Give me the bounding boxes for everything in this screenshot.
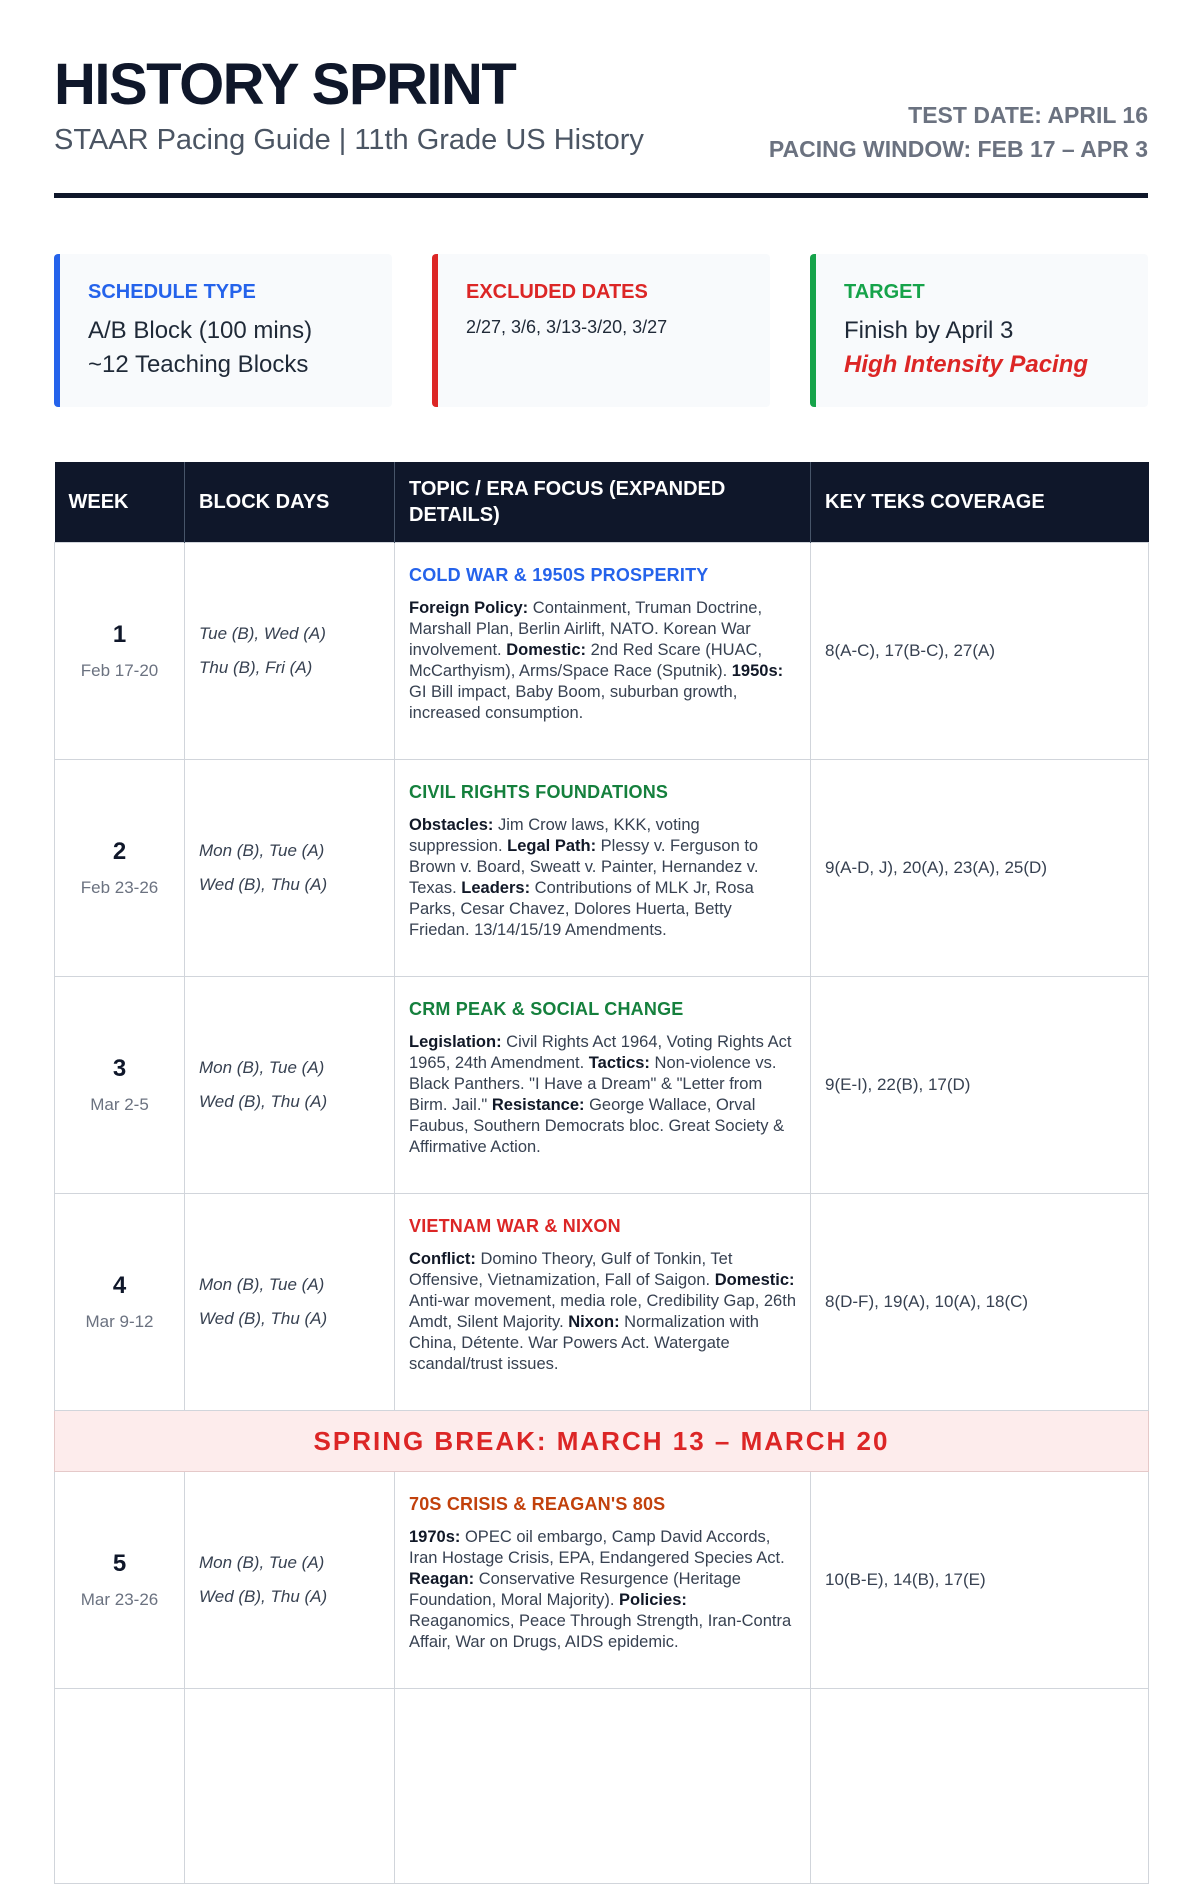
test-date: TEST DATE: APRIL 16 xyxy=(908,102,1148,128)
table-row xyxy=(55,760,1149,977)
target-finish-line: Finish by April 3 xyxy=(844,317,1014,344)
topic-title: VIETNAM WAR & NIXON xyxy=(409,1216,621,1236)
column-header-teks: KEY TEKS COVERAGE xyxy=(811,462,1149,543)
topic-label: 1970s: xyxy=(409,1528,461,1546)
page-subtitle: STAAR Pacing Guide | 11th Grade US History xyxy=(54,124,644,156)
week-dates: Mar 9-12 xyxy=(85,1312,154,1331)
topic-text: Civil Rights Act 1964, Voting Rights Act 1965, 24th Amendment. xyxy=(409,1033,792,1072)
block-day-line: Mon (B), Tue (A) xyxy=(199,1553,325,1572)
week-number: 3 xyxy=(112,1055,127,1082)
block-day-line: Thu (B), Fri (A) xyxy=(199,658,313,677)
topic-cell xyxy=(395,760,811,977)
block-day-line: Wed (B), Thu (A) xyxy=(199,875,328,894)
topic-title: CIVIL RIGHTS FOUNDATIONS xyxy=(409,782,669,802)
topic-text: Anti-war movement, media role, Credibility Gap, 26th Amdt, Silent Majority. xyxy=(409,1292,796,1331)
topic-cell xyxy=(395,543,811,760)
topic-text: Normalization with China, Détente. War Powers Act. Watergate scandal/trust issues. xyxy=(409,1313,759,1373)
spring-break-row xyxy=(55,1411,1149,1472)
table-row xyxy=(55,977,1149,1194)
target-card xyxy=(810,254,1148,407)
teaching-blocks-line: ~12 Teaching Blocks xyxy=(88,351,309,378)
teks-cell: 9(E-I), 22(B), 17(D) xyxy=(811,977,1149,1194)
target-intensity-line: High Intensity Pacing xyxy=(844,351,1089,378)
info-cards xyxy=(54,254,1148,407)
block-day-line: Tue (B), Wed (A) xyxy=(199,624,326,643)
topic-text: 2nd Red Scare (HUAC, McCarthyism), Arms/Space Race (Sputnik). xyxy=(409,641,763,680)
week-number: 1 xyxy=(112,621,127,648)
block-day-line: Mon (B), Tue (A) xyxy=(199,841,325,860)
block-day-line: Mon (B), Tue (A) xyxy=(199,1058,325,1077)
excluded-dates-card xyxy=(432,254,770,407)
topic-text: Domino Theory, Gulf of Tonkin, Tet Offensive, Vietnamization, Fall of Saigon. xyxy=(409,1250,733,1289)
topic-title: COLD WAR & 1950S PROSPERITY xyxy=(409,565,709,585)
table-row xyxy=(55,543,1149,760)
topic-text: Conservative Resurgence (Heritage Foundation, Moral Majority). xyxy=(409,1570,741,1609)
topic-label: Foreign Policy: xyxy=(409,599,529,617)
topic-cell xyxy=(395,977,811,1194)
topic-details xyxy=(409,598,796,724)
topic-text: Containment, Truman Doctrine, Marshall Plan, Berlin Airlift, NATO. Korean War involvement. xyxy=(409,599,763,659)
table-row xyxy=(55,1689,1149,1884)
teks-cell: 9(A-D, J), 20(A), 23(A), 25(D) xyxy=(811,760,1149,977)
topic-label: Obstacles: xyxy=(409,816,494,834)
week-number: 4 xyxy=(112,1272,127,1299)
topic-text: Reaganomics, Peace Through Strength, Iran-Contra Affair, War on Drugs, AIDS epidemic. xyxy=(409,1612,792,1651)
pacing-table xyxy=(54,462,1149,1884)
block-days-cell xyxy=(185,543,395,760)
week-dates: Mar 23-26 xyxy=(80,1590,159,1609)
topic-text: George Wallace, Orval Faubus, Southern Democrats bloc. Great Society & Affirmative Action. xyxy=(409,1096,785,1156)
spring-break-banner: SPRING BREAK: MARCH 13 – MARCH 20 xyxy=(55,1411,1149,1472)
excluded-dates-list: 2/27, 3/6, 3/13-3/20, 3/27 xyxy=(466,317,668,337)
topic-text: GI Bill impact, Baby Boom, suburban growth, increased consumption. xyxy=(409,683,738,722)
table-row xyxy=(55,1194,1149,1411)
teks-cell: 8(D-F), 19(A), 10(A), 18(C) xyxy=(811,1194,1149,1411)
week-cell xyxy=(55,1689,185,1884)
week-dates: Mar 2-5 xyxy=(90,1095,149,1114)
block-days-cell xyxy=(185,1472,395,1689)
column-header-topic: TOPIC / ERA FOCUS (EXPANDED DETAILS) xyxy=(395,462,811,543)
excluded-dates-title: EXCLUDED DATES xyxy=(466,281,648,303)
block-days-cell xyxy=(185,760,395,977)
schedule-type-card xyxy=(54,254,392,407)
topic-details xyxy=(409,1249,796,1375)
topic-label: Legislation: xyxy=(409,1033,502,1051)
topic-label: 1950s: xyxy=(731,662,784,680)
table-header-row xyxy=(55,462,1149,543)
week-dates: Feb 17-20 xyxy=(80,661,159,680)
topic-details xyxy=(409,1032,796,1158)
column-header-week: WEEK xyxy=(55,462,185,543)
topic-cell xyxy=(395,1194,811,1411)
topic-text: Plessy v. Ferguson to Brown v. Board, Sweatt v. Painter, Hernandez v. Texas. xyxy=(409,837,759,897)
topic-cell xyxy=(395,1472,811,1689)
week-cell xyxy=(55,977,185,1194)
table-row xyxy=(55,1472,1149,1689)
topic-label: Leaders: xyxy=(461,879,531,897)
topic-text: OPEC oil embargo, Camp David Accords, Iran Hostage Crisis, EPA, Endangered Species Act. xyxy=(409,1528,785,1567)
topic-details xyxy=(409,815,796,941)
week-cell xyxy=(55,1472,185,1689)
pacing-window: PACING WINDOW: FEB 17 – APR 3 xyxy=(768,136,1148,162)
schedule-type-title: SCHEDULE TYPE xyxy=(88,281,256,303)
week-cell xyxy=(55,1194,185,1411)
teks-cell xyxy=(811,1689,1149,1884)
topic-label: Reagan: xyxy=(409,1570,475,1588)
block-day-line: Wed (B), Thu (A) xyxy=(199,1309,328,1328)
schedule-type-line: A/B Block (100 mins) xyxy=(88,317,313,344)
block-day-line: Wed (B), Thu (A) xyxy=(199,1092,328,1111)
week-dates: Feb 23-26 xyxy=(80,878,159,897)
topic-title: CRM PEAK & SOCIAL CHANGE xyxy=(409,999,684,1019)
topic-text: Jim Crow laws, KKK, voting suppression. xyxy=(409,816,700,855)
topic-label: Nixon: xyxy=(568,1313,620,1331)
topic-label: Domestic: xyxy=(506,641,586,659)
topic-cell xyxy=(395,1689,811,1884)
topic-label: Domestic: xyxy=(714,1271,795,1289)
block-day-line: Wed (B), Thu (A) xyxy=(199,1587,328,1606)
teks-cell: 10(B-E), 14(B), 17(E) xyxy=(811,1472,1149,1689)
teks-cell: 8(A-C), 17(B-C), 27(A) xyxy=(811,543,1149,760)
header-divider xyxy=(54,193,1148,198)
topic-text: Non-violence vs. Black Panthers. "I Have a Dream" & "Letter from Birm. Jail." xyxy=(409,1054,777,1114)
week-cell xyxy=(55,760,185,977)
block-days-cell xyxy=(185,1689,395,1884)
topic-text: Contributions of MLK Jr, Rosa Parks, Cesar Chavez, Dolores Huerta, Betty Friedan. 13/14/15/19 Amendments. xyxy=(409,879,754,939)
block-day-line: Mon (B), Tue (A) xyxy=(199,1275,325,1294)
target-title: TARGET xyxy=(844,281,925,303)
topic-details xyxy=(409,1527,796,1653)
topic-title: 70S CRISIS & REAGAN'S 80S xyxy=(409,1494,666,1514)
week-number: 2 xyxy=(112,838,127,865)
topic-label: Tactics: xyxy=(588,1054,650,1072)
week-number: 5 xyxy=(112,1550,127,1577)
block-days-cell xyxy=(185,1194,395,1411)
topic-label: Legal Path: xyxy=(507,837,597,855)
block-days-cell xyxy=(185,977,395,1194)
page-title: HISTORY SPRINT xyxy=(54,52,516,117)
topic-label: Resistance: xyxy=(491,1096,585,1114)
column-header-block-days: BLOCK DAYS xyxy=(185,462,395,543)
topic-label: Conflict: xyxy=(409,1250,476,1268)
week-cell xyxy=(55,543,185,760)
topic-label: Policies: xyxy=(619,1591,687,1609)
header xyxy=(54,52,1148,202)
